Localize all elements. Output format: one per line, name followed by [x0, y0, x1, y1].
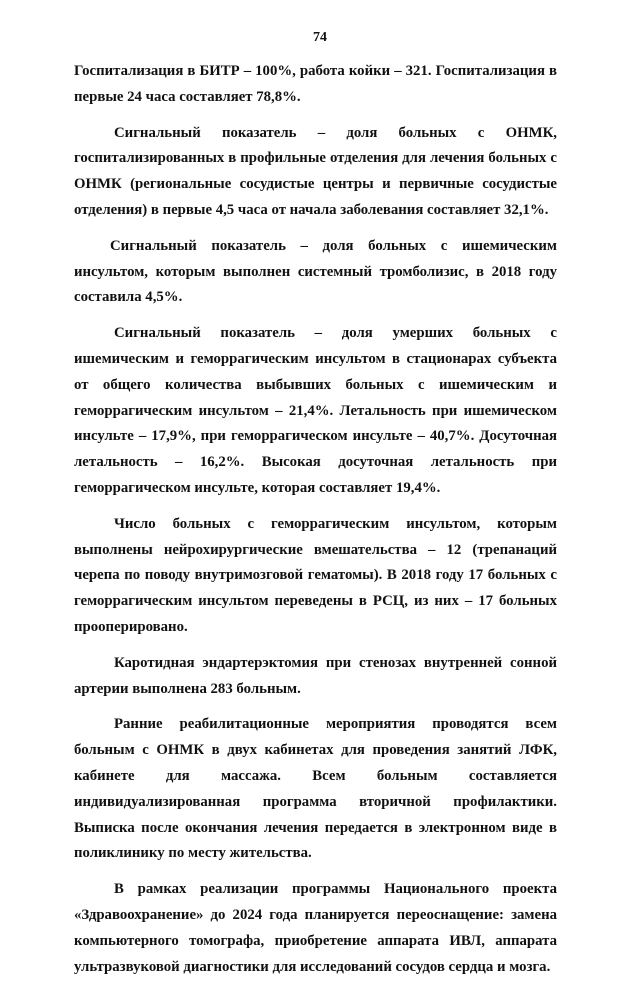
paragraph-national-project: В рамках реализации программы Национального проекта «Здравоохранение» до 2024 года планируется переоснащение: замена компьютерного томографа, приобретение аппарата ИВЛ, аппарата ультразвуковой диагностики для исследований сосудов сердца и мозга. [74, 881, 557, 975]
paragraph-rehabilitation: Ранние реабилитационные мероприятия проводятся всем больным с ОНМК в двух кабинетах для проведения занятий ЛФК, кабинете для массажа. Всем больным составляется индивидуализированная программа вторичной профилактики. Выписка после окончания лечения передается в электронном виде в поликлинику по месту жительства. [74, 716, 557, 862]
paragraph-mortality: Сигнальный показатель – доля умерших больных с ишемическим и геморрагическим инсультом в стационарах субъекта от общего количества выбывших больных с ишемическим и геморрагическим инсультом – 21,4%. Летальность при ишемическом инсульте – 17,9%, при геморрагическом инсульте – 40,7%. Досуточная летальность – 16,2%. Высокая досуточная летальность при геморрагическом инсульте, которая составляет 19,4%. [74, 325, 557, 496]
paragraph-thrombolysis: Сигнальный показатель – доля больных с ишемическим инсультом, которым выполнен системный тромболизис, в 2018 году составила 4,5%. [74, 237, 557, 306]
paragraph-onmk-hospitalization-share: Сигнальный показатель – доля больных с ОНМК, госпитализированных в профильные отделения для лечения больных с ОНМК (региональные сосудистые центры и первичные сосудистые отделения) в первые 4,5 часа от начала заболевания составляет 32,1%. [74, 124, 557, 218]
paragraph-neurosurgery: Число больных с геморрагическим инсультом, которым выполнены нейрохирургические вмешательства – 12 (трепанаций черепа по поводу внутримозговой гематомы). В 2018 году 17 больных с геморрагическим инсультом переведены в РСЦ, из них – 17 больных прооперировано. [74, 515, 557, 635]
paragraph-carotid-endarterectomy: Каротидная эндартерэктомия при стенозах внутренней сонной артерии выполнена 283 больным. [74, 654, 557, 697]
document-body [74, 59, 557, 990]
page-number: 74 [313, 30, 327, 45]
paragraph-hospitalization: Госпитализация в БИТР – 100%, работа койки – 321. Госпитализация в первые 24 часа составляет 78,8%. [74, 63, 557, 105]
